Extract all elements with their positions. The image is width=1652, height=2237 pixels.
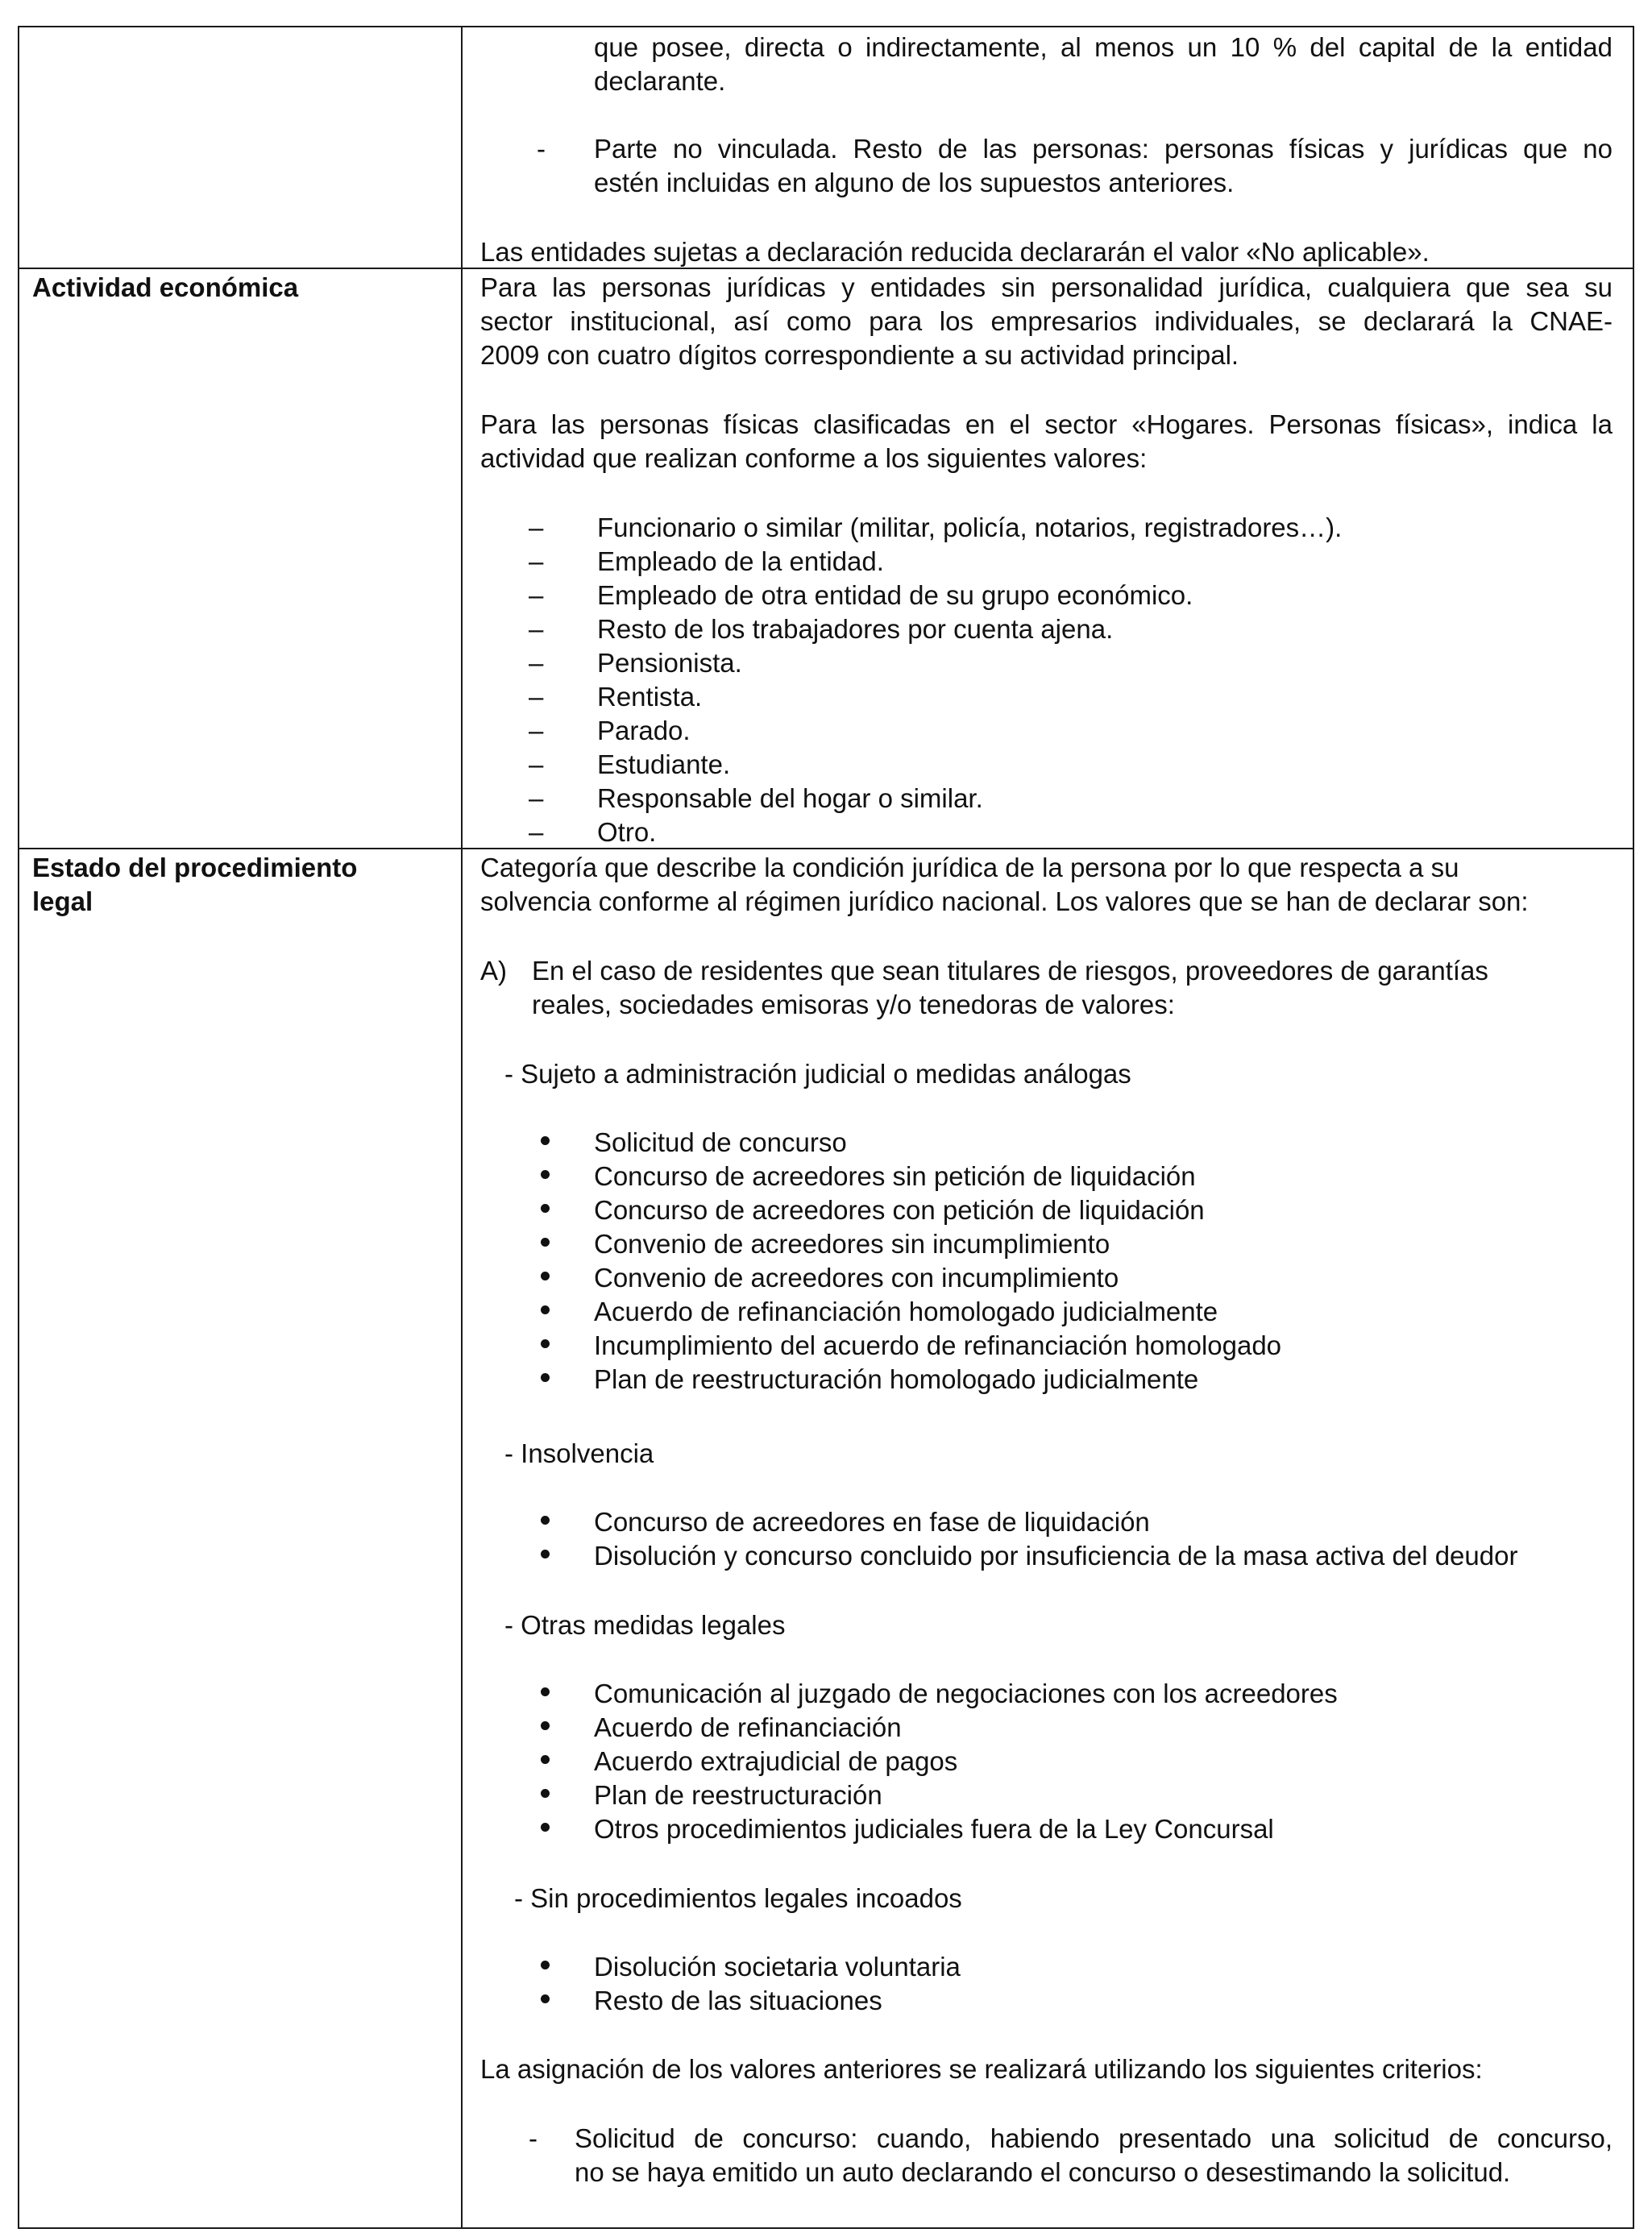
row1-line: Las entidades sujetas a declaración reducida declararán el valor «No aplicable». <box>480 237 1430 267</box>
bullet-icon <box>541 1373 550 1382</box>
list-dash: – <box>529 817 544 847</box>
row2-para2-line: Para las personas físicas clasificadas en el sector «Hogares. Personas físicas», indica la <box>480 409 1613 439</box>
group-heading: - Sujeto a administración judicial o medidas análogas <box>504 1059 1131 1089</box>
bullet-item: Disolución y concurso concluido por insuficiencia de la masa activa del deudor <box>594 1541 1518 1571</box>
bullet-icon <box>541 1136 550 1145</box>
list-item: Otro. <box>597 817 657 847</box>
list-dash: – <box>529 749 544 779</box>
list-item: Empleado de la entidad. <box>597 546 884 576</box>
row2-label: Actividad económica <box>32 272 299 302</box>
bullet-item: Plan de reestructuración <box>594 1780 882 1810</box>
list-dash: - <box>529 2123 538 2153</box>
bullet-item: Resto de las situaciones <box>594 1986 882 2015</box>
criteria-item-line: no se haya emitido un auto declarando el concurso o desestimando la solicitud. <box>575 2157 1511 2187</box>
bullet-item: Acuerdo de refinanciación homologado judicialmente <box>594 1297 1218 1326</box>
list-dash: – <box>529 513 544 542</box>
row2-para1-line: Para las personas jurídicas y entidades sin personalidad jurídica, cualquiera que sea su <box>480 272 1613 302</box>
bullet-icon <box>541 1721 550 1730</box>
row2-para2-line: actividad que realizan conforme a los siguientes valores: <box>480 443 1148 473</box>
bullet-icon <box>541 1550 550 1558</box>
group-heading: - Otras medidas legales <box>504 1610 786 1640</box>
list-dash: – <box>529 580 544 610</box>
list-item: Rentista. <box>597 682 703 712</box>
bullet-item: Incumplimiento del acuerdo de refinanciación homologado <box>594 1330 1282 1360</box>
bullet-item: Convenio de acreedores con incumplimiento <box>594 1263 1119 1293</box>
row2-para1-line: sector institucional, así como para los empresarios individuales, se declarará la CNAE- <box>480 306 1613 336</box>
list-item: Responsable del hogar o similar. <box>597 783 983 813</box>
criteria-item-line: Solicitud de concurso: cuando, habiendo presentado una solicitud de concurso, <box>575 2123 1613 2153</box>
row1-line: declarante. <box>594 66 726 96</box>
row-divider <box>18 848 1634 849</box>
list-item: Estudiante. <box>597 749 731 779</box>
bullet-item: Comunicación al juzgado de negociaciones con los acreedores <box>594 1679 1338 1708</box>
bullet-item: Plan de reestructuración homologado judicialmente <box>594 1364 1199 1394</box>
bullet-icon <box>541 1272 550 1280</box>
bullet-item: Acuerdo extrajudicial de pagos <box>594 1746 958 1776</box>
bullet-icon <box>541 1170 550 1179</box>
bullet-item: Concurso de acreedores con petición de liquidación <box>594 1195 1205 1225</box>
list-dash: – <box>529 783 544 813</box>
bullet-item: Otros procedimientos judiciales fuera de la Ley Concursal <box>594 1814 1274 1844</box>
row2-para1-line: 2009 con cuatro dígitos correspondiente a su actividad principal. <box>480 340 1239 370</box>
list-item: Funcionario o similar (militar, policía, notarios, registradores…). <box>597 513 1343 542</box>
bullet-icon <box>541 1789 550 1798</box>
section-a-line: En el caso de residentes que sean titulares de riesgos, proveedores de garantías <box>532 956 1488 986</box>
section-a-marker: A) <box>480 956 507 986</box>
column-divider <box>461 26 463 2229</box>
list-item: Empleado de otra entidad de su grupo económico. <box>597 580 1193 610</box>
row1-line: estén incluidas en alguno de los supuestos anteriores. <box>594 168 1235 197</box>
row1-dash: - <box>537 134 546 164</box>
bullet-icon <box>541 1755 550 1764</box>
group-heading: - Sin procedimientos legales incoados <box>514 1883 962 1913</box>
bullet-icon <box>541 1516 550 1525</box>
bullet-icon <box>541 1339 550 1348</box>
criteria-text: La asignación de los valores anteriores se realizará utilizando los siguientes criterios: <box>480 2054 1483 2084</box>
bullet-icon <box>541 1238 550 1247</box>
row3-label: legal <box>32 886 93 916</box>
bullet-icon <box>541 1823 550 1832</box>
bullet-icon <box>541 1305 550 1314</box>
bullet-icon <box>541 1961 550 1969</box>
list-dash: – <box>529 716 544 745</box>
group-heading: - Insolvencia <box>504 1438 654 1468</box>
row1-line: Parte no vinculada. Resto de las personas: personas físicas y jurídicas que no <box>594 134 1613 164</box>
section-a-line: reales, sociedades emisoras y/o tenedoras de valores: <box>532 990 1175 1019</box>
bullet-icon <box>541 1687 550 1696</box>
list-dash: – <box>529 546 544 576</box>
list-dash: – <box>529 614 544 644</box>
list-dash: – <box>529 682 544 712</box>
bullet-item: Convenio de acreedores sin incumplimiento <box>594 1229 1110 1259</box>
list-item: Resto de los trabajadores por cuenta ajena. <box>597 614 1114 644</box>
bullet-icon <box>541 1994 550 2003</box>
list-item: Parado. <box>597 716 691 745</box>
row3-intro-line: Categoría que describe la condición jurídica de la persona por lo que respecta a su <box>480 853 1459 882</box>
bullet-item: Concurso de acreedores en fase de liquidación <box>594 1507 1150 1537</box>
row3-intro-line: solvencia conforme al régimen jurídico nacional. Los valores que se han de declarar son: <box>480 886 1529 916</box>
bullet-item: Acuerdo de refinanciación <box>594 1712 902 1742</box>
list-dash: – <box>529 648 544 678</box>
bullet-item: Disolución societaria voluntaria <box>594 1952 961 1982</box>
list-item: Pensionista. <box>597 648 742 678</box>
row3-label: Estado del procedimiento <box>32 853 358 882</box>
bullet-item: Solicitud de concurso <box>594 1127 847 1157</box>
bullet-item: Concurso de acreedores sin petición de liquidación <box>594 1161 1196 1191</box>
bullet-icon <box>541 1204 550 1213</box>
row1-line: que posee, directa o indirectamente, al menos un 10 % del capital de la entidad <box>594 32 1613 62</box>
